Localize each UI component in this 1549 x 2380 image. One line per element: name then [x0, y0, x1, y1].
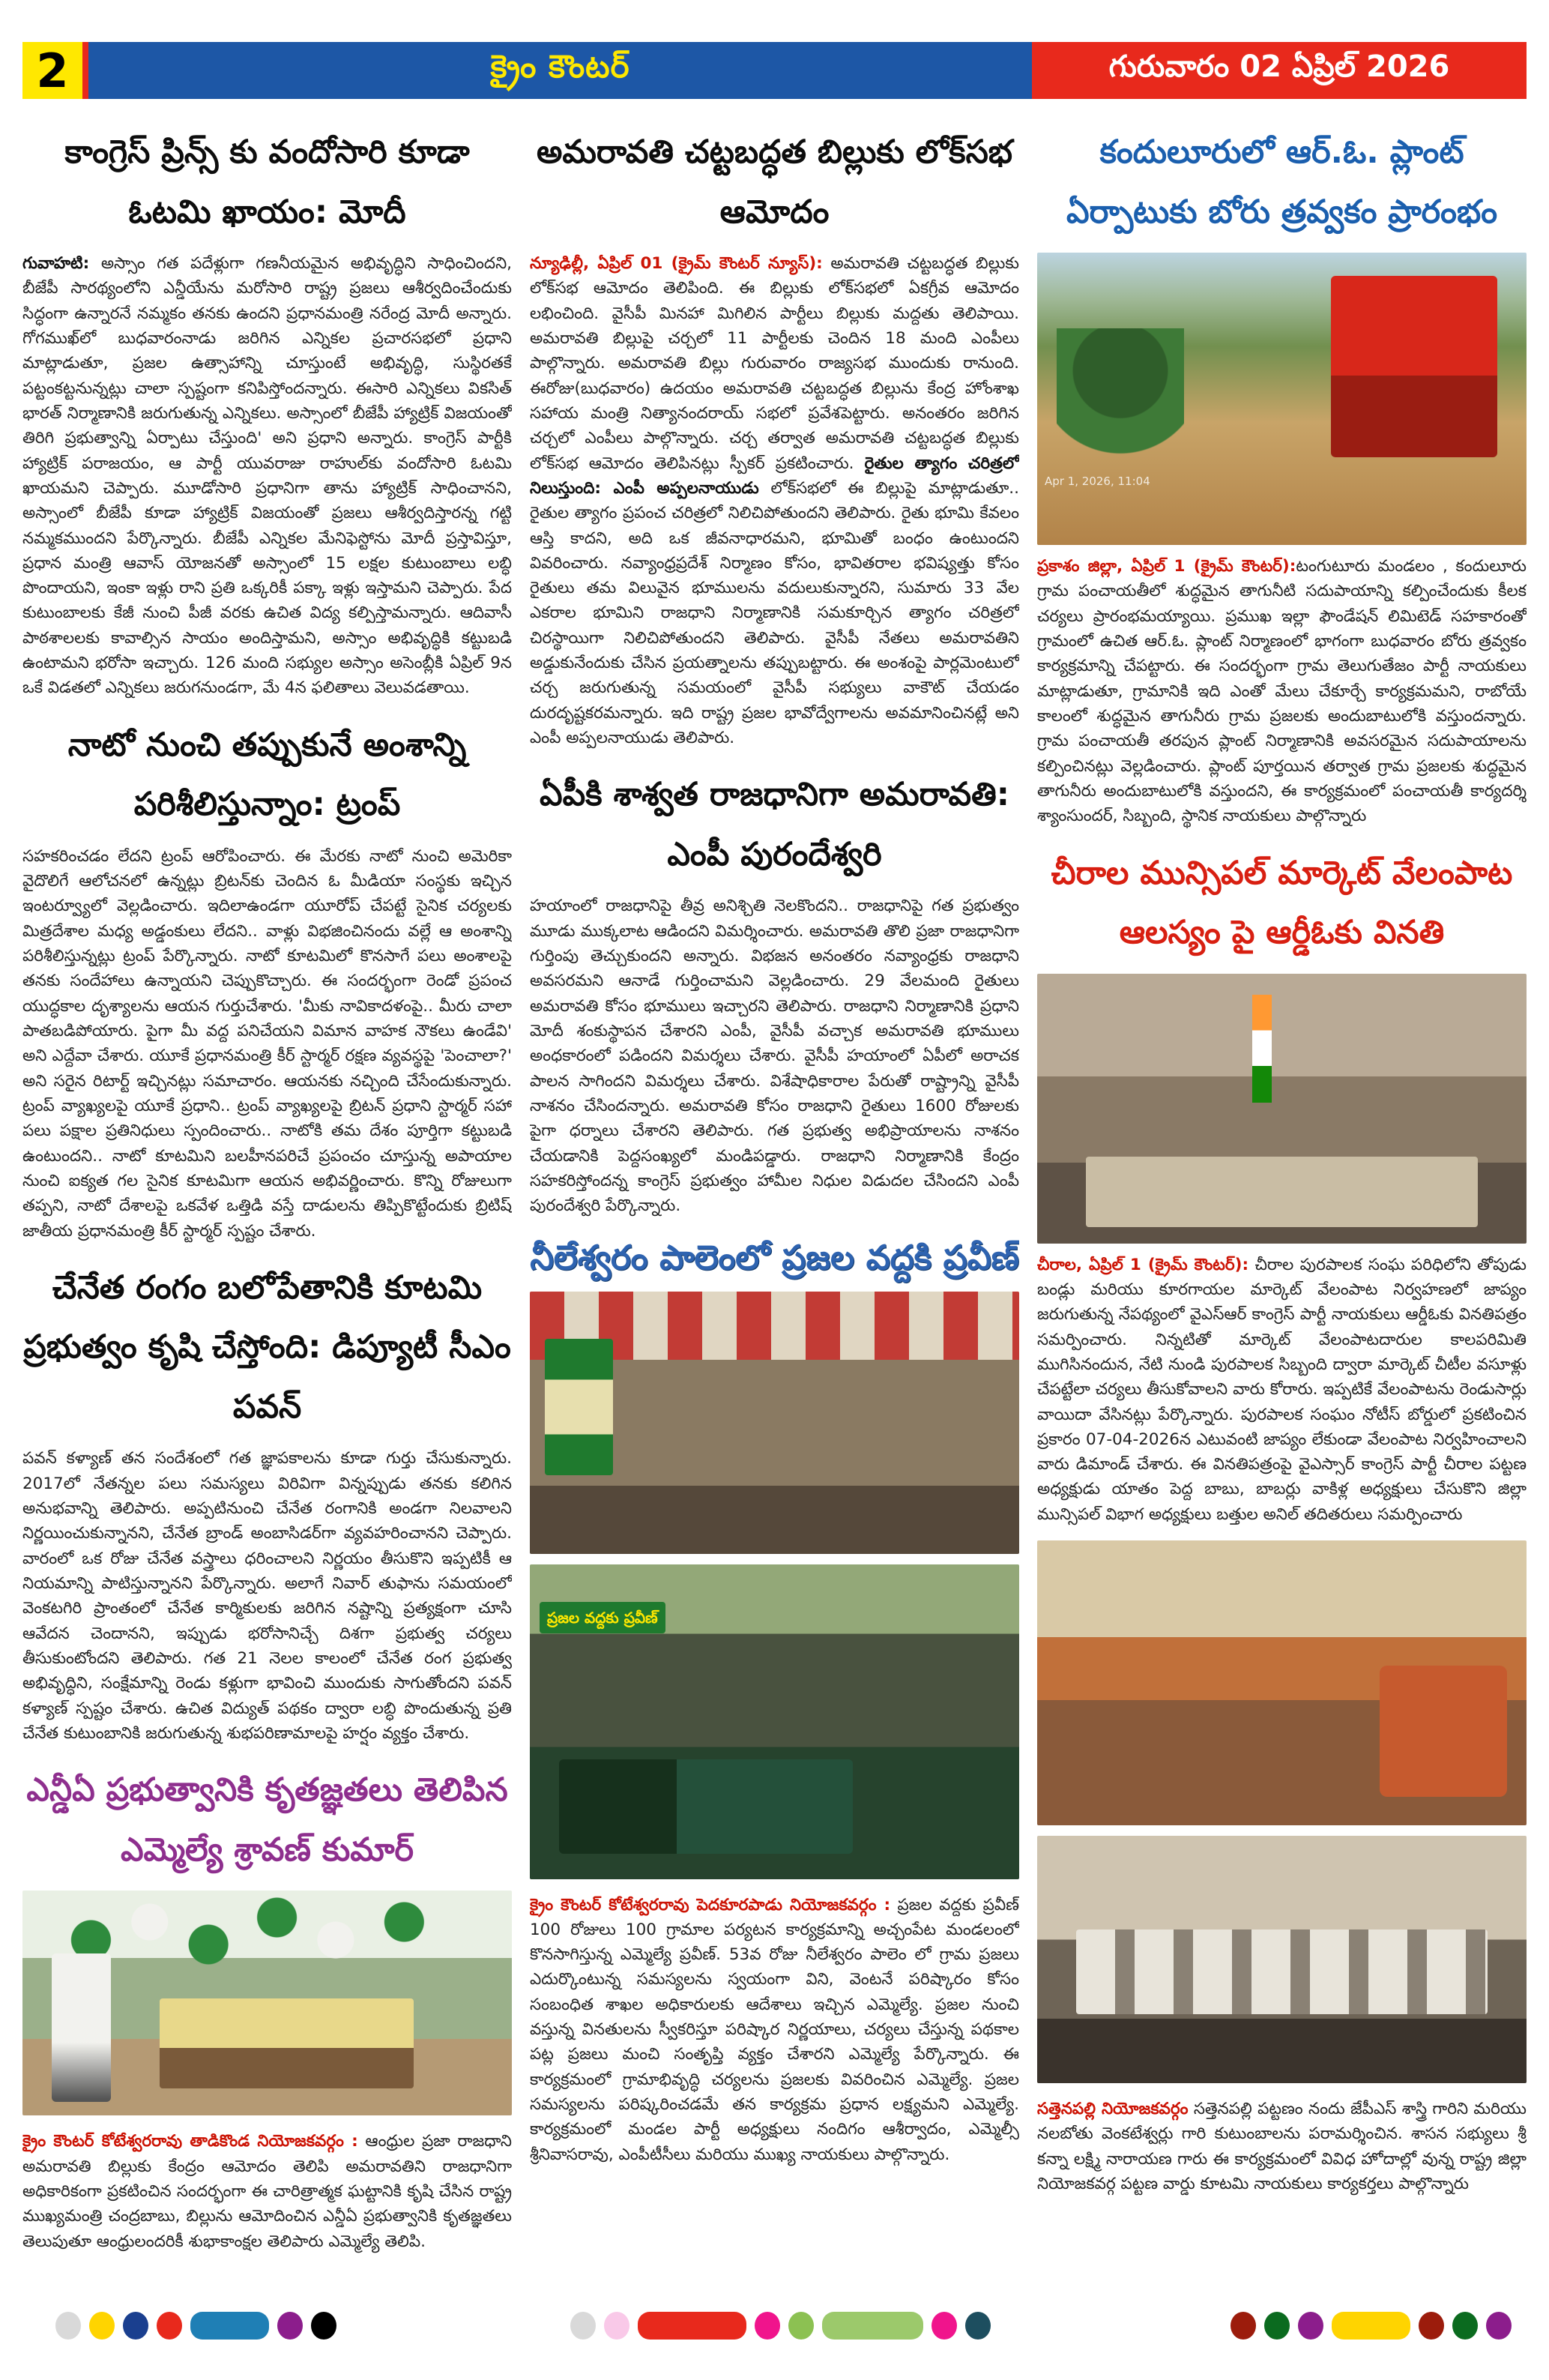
- page-header: [22, 42, 1527, 99]
- footer-dot: [604, 2312, 629, 2340]
- footer-dot: [1419, 2312, 1444, 2340]
- footer-dot: [1298, 2312, 1323, 2340]
- headline-chirala-market-auction: చీరాల మున్సిపల్ మార్కెట్ వేలంపాట ఆలస్యం పై ఆర్డీఓకు వినతి: [1051, 854, 1513, 952]
- footer-dot: [123, 2312, 148, 2340]
- caption-lead-tadikonda: క్రైం కౌంటర్ కోటేశ్వరరావు తాడికొండ నియోజకవర్గం :: [22, 2132, 358, 2151]
- footer-dot: [55, 2312, 81, 2340]
- headline-purandeswari: ఏపీకి శాశ్వత రాజధానిగా అమరావతి: ఎంపీ పురందేశ్వరి: [540, 776, 1009, 873]
- footer-dot: [788, 2312, 814, 2340]
- footer-dot: [822, 2312, 923, 2340]
- footer-dot: [1264, 2312, 1290, 2340]
- headline-mla-sravan-kumar: ఎన్డీఏ ప్రభుత్వానికి కృతజ్ఞతలు తెలిపిన ఎమ్మెల్యే శ్రావణ్ కుమార్: [26, 1771, 508, 1869]
- article-body-ro-plant: ప్రకాశం జిల్లా, ఏప్రిల్ 1 (క్రైమ్ కౌంటర్):టంగుటూరు మండలం , కందులూరు గ్రామ పంచాయతీలో శుద్ధమైన తాగునీటి సదుపాయాన్ని కల్పించేందుకు కీలక చర్యలు ప్రారంభమయ్యాయి. ప్రముఖ ఇల్లా ఫౌండేషన్ లిమిటెడ్ సహకారంతో గ్రామంలో ఉచిత ఆర్.ఓ. ప్లాంట్ నిర్మాణంలో భాగంగా బుధవారం బోరు త్రవ్వకం కార్యక్రమాన్ని చేపట్టారు. ఈ సందర్భంగా గ్రామ తెలుగుతేజం పార్టీ నాయకులు మాట్లాడుతూ, గ్రామానికి ఇది ఎంతో మేలు చేకూర్చే కార్యక్రమమని, రాబోయే కాలంలో శుద్ధమైన తాగునీరు గ్రామ ప్రజలకు అందుబాటులోకి వస్తుందన్నారు. గ్రామ పంచాయతీ తరపున ప్లాంట్ నిర్మాణానికి అవసరమైన సదుపాయాలను కల్పించినట్లు వెల్లడించారు. ప్లాంట్ పూర్తయిన తర్వాత గ్రామ ప్రజలకు శుద్ధమైన తాగునీరు అందుబాటులోకి వస్తుందని, ఈ కార్యక్రమంలో పంచాయతీ కార్యదర్శి శ్యాంసుందర్, సిబ్బంది, స్థానిక నాయకులు పాల్గొన్నారు: [1037, 557, 1527, 826]
- photo-borewell-truck: [1037, 253, 1527, 545]
- footer-dots-group-1: [55, 2311, 336, 2340]
- dateline-guwahati: గువాహటి:: [22, 254, 90, 274]
- footer-dots-row: [0, 2311, 1549, 2341]
- footer-dot: [638, 2312, 746, 2340]
- caption-lead-sattenapalli: సత్తెనపల్లి నియోజకవర్గం: [1037, 2100, 1189, 2119]
- footer-dot: [931, 2312, 957, 2340]
- footer-dot: [190, 2312, 269, 2340]
- footer-dot: [755, 2312, 780, 2340]
- photo-praveen-table-meeting: [530, 1564, 1019, 1879]
- caption-sattenapalli: సత్తెనపల్లి నియోజకవర్గం సత్తెనపల్లి పట్టణం నందు జేపీఎస్ శాస్త్రి గారిని మరియు నలబోతు వెంకటేశ్వర్లు గారి కుటుంబాలను పరామర్శించిన. శాసన సభ్యులు శ్రీ కన్నా లక్ష్మి నారాయణ గారు ఈ కార్యక్రమంలో వివిధ హోదాల్లో వున్న రాష్ట్ర జిల్లా నియోజకవర్గ పట్టణ వార్డు కూటమి నాయకులు కార్యకర్తలు పాల్గొన్నారు: [1037, 2100, 1527, 2193]
- footer-dot: [1486, 2312, 1512, 2340]
- footer-dots-group-2: [570, 2311, 991, 2340]
- article-body-purandeswari: హయాంలో రాజధానిపై తీవ్ర అనిశ్చితి నెలకొందని.. రాజధానిపై గత ప్రభుత్వం మూడు ముక్కలాట ఆడిందని విమర్శించారు. అమరావతి తొలి ప్రజా రాజధానిగా గుర్తింపు తెచ్చుకుందని అన్నారు. విభజన అనంతరం నవ్యాంధ్రకు రాజధాని అవసరమని ఆనాడే గుర్తించామని వెల్లడించారు. 29 వేలమంది రైతులు అమరావతి కోసం భూములు ఇచ్చారని తెలిపారు. రాజధాని నిర్మాణానికి ప్రధాని మోదీ శంకుస్థాపన చేశారని ఎంపీ, వైసీపీ వచ్చాక అమరావతి భూములు అంధకారంలో పడిందని విమర్శలు చేశారు. వైసీపీ హయాంలో ఏపీలో అరాచక పాలన సాగిందని విమర్శలు చేశారు. విశేషాధికారాల పేరుతో రాష్ట్రాన్ని వైసీపీ నాశనం చేసిందన్నారు. అమరావతి కోసం రాజధాని రైతులు 1600 రోజులకు పైగా ధర్నాలు చేశారని తెలిపారు. గత ప్రభుత్వ అభిప్రాయాలను నాశనం చేయడానికి పెద్దసంఖ్యలో మండిపడ్డారు. రాజధాని నిర్మాణానికి కేంద్రం సహకరిస్తోందన్న కాంగ్రెస్ ప్రభుత్వం హామీల నిధుల విడుదల చేసిందని ఎంపీ పురందేశ్వరి పేర్కొన్నారు.: [530, 897, 1019, 1216]
- caption-pedakurapadu: క్రైం కౌంటర్ కోటేశ్వరరావు పెదకూరపాడు నియోజకవర్గం : ప్రజల వద్దకు ప్రవీణ్ 100 రోజులు 100 గ్రామాల పర్యటన కార్యక్రమాన్ని అచ్చంపేట మండలంలో కొనసాగిస్తున్న ఎమ్మెల్యే ప్రవీణ్. 53వ రోజు నీలేశ్వరం పాలెం లో గ్రామ ప్రజలు ఎదుర్కొంటున్న సమస్యలను స్వయంగా విని, వెంటనే పరిష్కారం కోసం సంబంధిత శాఖల అధికారులకు ఆదేశాలు ఇచ్చిన ఎమ్మెల్యే. ప్రజల నుంచి వస్తున్న వినతులను స్వీకరిస్తూ పరిష్కార నిర్ణయాలు, చర్యలు చేస్తున్న పథకాల పట్ల ప్రజలు మంచి సంతృప్తి వ్యక్తం చేశారని ఎమ్మెల్యే పేర్కొన్నారు. ఈ కార్యక్రమంలో గ్రామాభివృద్ధి చర్యలను ప్రజలకు వివరించిన ఎమ్మెల్యే. ప్రజల సమస్యలను పరిష్కరించడమే తన కార్యక్రమ ప్రధాన లక్ష్యమని ఎమ్మెల్యే. కార్యక్రమంలో మండల పార్టీ అధ్యక్షులు నందిగం ఆశీర్వాదం, ఎమ్మెల్సీ శ్రీనివాసరావు, ఎంపీటీసీలు మరియు ముఖ్య నాయకులు పాల్గొన్నారు.: [530, 1895, 1019, 2164]
- columns-area: [22, 118, 1527, 2301]
- photo-family-visit-group: [1037, 1836, 1527, 2083]
- header-divider: [82, 42, 88, 99]
- footer-dot: [277, 2312, 303, 2340]
- masthead-title: క్రైం కౌంటర్: [88, 42, 1032, 99]
- footer-dot: [89, 2312, 115, 2340]
- footer-dot: [1332, 2312, 1410, 2340]
- headline-pawan-handloom: చేనేత రంగం బలోపేతానికి కూటమి ప్రభుత్వం కృషి చేస్తోంది: డిప్యూటీ సీఎం పవన్: [23, 1268, 511, 1426]
- article-body-trump: సహకరించడం లేదని ట్రంప్ ఆరోపించారు. ఈ మేరకు నాటో నుంచి అమెరికా వైదొలిగే ఆలోచనలో ఉన్నట్లు బ్రిటన్‌కు చెందిన ఓ మీడియా సంస్థకు ఇచ్చిన ఇంటర్వ్యూలో వెల్లడించారు. ఇదిలాఉండగా యూరోప్ చేపట్టే సైనిక చర్యలకు మిత్రదేశాల మధ్య అడ్డంకులు లేదని.. వాళ్లు విభజించినందు వల్లే ఆ అంశాన్ని పరిశీలిస్తున్నట్లు ట్రంప్ పేర్కొన్నారు. నాటో కూటమిలో కొనసాగే పలు అంశాలపై తనకు సందేహాలు ఉన్నాయని చెప్పుకొచ్చారు. ఈ సందర్భంగా రెండో ప్రపంచ యుద్ధకాల దృశ్యాలను ఆయన గుర్తుచేశారు. 'మీకు నావికాదళంపై.. మీరు చాలా పాతబడిపోయారు. పైగా మీ వద్ద పనిచేయని విమాన వాహక నౌకలు ఉండేవి' అని ఎద్దేవా చేశారు. యూకే ప్రధానమంత్రి కీర్ స్టార్మర్ రక్షణ వ్యవస్థపై 'పెంచాలా?' అని సరైన రిటార్ట్ ఇచ్చినట్లు సమాచారం. ఆయనకు నచ్చింది చేసేందుకున్నారు. ట్రంప్ వ్యాఖ్యలపై యూకే ప్రధాని.. ట్రంప్ వ్యాఖ్యలపై బ్రిటన్ ప్రధాని స్టార్మర్ సహా పలు పక్షాల ప్రతినిధులు స్పందించారు.. నాటోకి తమ దేశం పూర్తిగా కట్టుబడి ఉంటుందని.. నాటో కూటమిని బలహీనపరిచే ప్రపంచం చూస్తున్న అపాయాల నుంచి ఐక్యత గల సైనిక కూటమిగా ఆయన అభివర్ణించారు. కొన్ని రోజులుగా తప్పని, నాటో దేశాలపై ఒకవేళ ఒత్తిడి వస్తే దాడులను తిప్పికొట్టేందుకు బ్రిటిష్ జాతీయ ప్రధానమంత్రి కీర్ స్టార్మర్ స్పష్టం చేశారు.: [22, 846, 512, 1241]
- footer-dot: [157, 2312, 182, 2340]
- footer-dot: [570, 2312, 596, 2340]
- headline-trump-nato: నాటో నుంచి తప్పుకునే అంశాన్ని పరిశీలిస్తున్నాం: ట్రంప్: [67, 726, 467, 824]
- edition-date: గురువారం 02 ఏప్రిల్ 2026: [1032, 42, 1527, 99]
- headline-ro-plant-borewell: కందులూరులో ఆర్.ఓ. ప్లాంట్ ఏర్పాటుకు బోరు త్రవ్వకం ప్రారంభం: [1066, 133, 1498, 231]
- photo-timestamp: Apr 1, 2026, 11:04: [1045, 475, 1150, 489]
- article-body-modi: గువాహటి: అస్సాం గత పదేళ్లుగా గణనీయమైన అభివృద్ధిని సాధించిందని, బీజేపీ సారథ్యంలోని ఎన్డీయేను మరోసారి రాష్ట్ర ప్రజలు ఆశీర్వదించేందుకు సిద్ధంగా ఉన్నారనే నమ్మకం తనకు ఉందని ప్రధానమంత్రి నరేంద్ర మోదీ అన్నారు. గోగముఖ్‌లో బుధవారంనాడు జరిగిన ఎన్నికల ప్రచారసభలో ప్రధాని మాట్లాడుతూ, ప్రజల ఉత్సాహాన్ని చూస్తుంటే అభివృద్ధి, సుస్థిరతకే పట్టంకట్టనున్నట్లు చాలా స్పష్టంగా కనిపిస్తోందన్నారు. ఈసారి ఎన్నికలు వికసిత్ భారత్ నిర్మాణానికి జరుగుతున్న ఎన్నికలు. అస్సాంలో బీజేపీ హ్యాట్రిక్ విజయంతో తిరిగి ప్రభుత్వాన్ని ఏర్పాటు చేస్తుంది' అని ప్రధాని అన్నారు. కాంగ్రెస్ పార్టీకి హ్యాట్రిక్ పరాజయం, ఆ పార్టీ యువరాజు రాహుల్‌కు వందోసారి ఓటమి ఖాయమని చెప్పారు. మూడోసారి ప్రధానిగా తాను హ్యాట్రిక్ సాధించానని, అస్సాంలో బీజేపీ కూడా హ్యాట్రిక్ విజయంతో ప్రజలు ఆశీర్వదిస్తారన్న గట్టి నమ్మకముందని పేర్కొన్నారు. బీజేపీ ఎన్నికల మేనిఫెస్టోను మోదీ ప్రస్తావిస్తూ, ప్రధాన మంత్రి ఆవాస్ యోజనతో అస్సాంలో 15 లక్షల కుటుంబాలు లబ్ధి పొందాయని, ఇంకా ఇళ్లు రాని ప్రతి ఒక్కరికీ పక్కా ఇళ్లు ఇస్తామని చెప్పారు. పేద కుటుంబాలకు కేజీ నుంచి పీజీ వరకు ఉచిత విద్య కల్పిస్తామన్నారు. ఆదివాసీ పాఠశాలలకు కావాల్సిన సాయం అందిస్తామని, అస్సాం అభివృద్ధికి కట్టుబడి ఉంటామని భరోసా ఇచ్చారు. 126 మంది సభ్యుల అస్సాం అసెంబ్లీకి ఏప్రిల్ 9న ఒకే విడతలో ఎన్నికలు జరుగనుండగా, మే 4న ఫలితాలు వెలువడతాయి.: [22, 254, 512, 698]
- dateline-newdelhi: న్యూఢిల్లీ, ఏప్రిల్ 01 (క్రైమ్ కౌంటర్ న్యూస్):: [530, 254, 823, 274]
- caption-tadikonda: క్రైం కౌంటర్ కోటేశ్వరరావు తాడికొండ నియోజకవర్గం : ఆంధ్రుల ప్రజా రాజధాని అమరావతి బిల్లుకు కేంద్రం ఆమోదం తెలిపి అమరావతిని రాజధానిగా అధికారికంగా ప్రకటించిన సందర్భంగా ఈ చారిత్రాత్మక ఘట్టానికి కృషి చేసిన రాష్ట్ర ముఖ్యమంత్రి చంద్రబాబు, బిల్లును ఆమోదించిన ఎన్డీఏ ప్రభుత్వానికి కృతజ్ఞతలు తెలుపుతూ ఆంధ్రులందరికీ శుభాకాంక్షల తెలిపారు ఎమ్మెల్యే తెలిపి.: [22, 2132, 512, 2251]
- footer-dots-group-3: [1231, 2311, 1512, 2340]
- photo-rdo-office-petition: [1037, 974, 1527, 1244]
- headline-modi-congress: కాంగ్రెస్ ప్రిన్స్ కు వందోసారి కూడా ఓటమి ఖాయం: మోదీ: [64, 133, 470, 231]
- photo-tent-meeting: [530, 1292, 1019, 1554]
- footer-dot: [1452, 2312, 1478, 2340]
- photo-balloons-tribute: [22, 1891, 512, 2115]
- caption-lead-pedakurapadu: క్రైం కౌంటర్ కోటేశ్వరరావు పెదకూరపాడు నియోజకవర్గం :: [530, 1895, 891, 1914]
- article-body-pawan: పవన్ కళ్యాణ్ తన సందేశంలో గత జ్ఞాపకాలను కూడా గుర్తు చేసుకున్నారు. 2017లో నేతన్నల పలు సమస్యలు విరివిగా విన్నప్పుడు తనకు కలిగిన అనుభవాన్ని తెలిపారు. అప్పటినుంచి చేనేత రంగానికి అండగా నిలవాలని నిర్ణయించుకున్నానని, చేనేత బ్రాండ్ అంబాసిడర్‌గా వ్యవహరించానని చెప్పారు. వారంలో ఒక రోజు చేనేత వస్త్రాలు ధరించాలని నిర్ణయం తీసుకొని ఇప్పటికీ ఆ నియమాన్ని పాటిస్తున్నానని పేర్కొన్నారు. అలాగే నివార్ తుఫాను సమయంలో వెంకటగిరి ప్రాంతంలో చేనేత కార్మికులకు జరిగిన నష్టాన్ని ప్రత్యక్షంగా చూసి ఆవేదన చెందానని, ఇప్పుడు భరోసానిచ్చే దిశగా ప్రభుత్వ చర్యలు తీసుకుంటోందని తెలిపారు. గత 21 నెలల కాలంలో చేనేత రంగ ప్రభుత్వ అభివృద్ధిని, సంక్షేమాన్ని రెండు కళ్లుగా భావించి ముందుకు సాగుతోందని పవన్ కళ్యాణ్ స్పష్టం చేశారు. ఉచిత విద్యుత్ పథకం ద్వారా లబ్ధి పొందుతున్న ప్రతి చేనేత కుటుంబానికి జరుగుతున్న శుభపరిణామాలపై హర్షం వ్యక్తం చేశారు.: [22, 1449, 512, 1743]
- headline-amaravati-bill: అమరావతి చట్టబద్ధత బిల్లుకు లోక్‌సభ ఆమోదం: [536, 133, 1013, 231]
- column-2: [530, 118, 1019, 2301]
- photo-family-visit-room: [1037, 1540, 1527, 1825]
- footer-dot: [965, 2312, 991, 2340]
- banner-praveen-program: ప్రజల వద్దకు ప్రవీణ్: [540, 1602, 665, 1633]
- dateline-chirala: చీరాల, ఏప్రిల్ 1 (క్రైమ్ కౌంటర్):: [1037, 1255, 1249, 1274]
- column-3: [1037, 118, 1527, 2301]
- article-body-chirala: చీరాల, ఏప్రిల్ 1 (క్రైమ్ కౌంటర్): చీరాల పురపాలక సంఘ పరిధిలోని తోపుడు బండ్లు మరియు కూరగాయల మార్కెట్ వేలంపాట నిర్వహణలో జాప్యం జరుగుతున్న నేపథ్యంలో వైఎస్ఆర్ కాంగ్రెస్ పార్టీ నాయకులు ఆర్డీఓకు వినతిపత్రం సమర్పించారు. నిన్నటితో మార్కెట్ వేలంపాటదారుల కాలపరిమితి ముగిసినందున, నేటి నుండి పురపాలక సిబ్బంది ద్వారా మార్కెట్ చీటీల వసూళ్లు చేపట్టేలా చర్యలు తీసుకోవాలని వారు కోరారు. ఇప్పటికే వేలంపాటను రెండుసార్లు వాయిదా వేసినట్లు పేర్కొన్నారు. పురపాలక సంఘం నోటీస్ బోర్డులో ప్రకటించిన ప్రకారం 07-04-2026న ఎటువంటి జాప్యం లేకుండా వేలంపాట నిర్వహించాలని వారు డిమాండ్ చేశారు. ఈ వినతిపత్రంపై వైఎస్సార్ కాంగ్రెస్ పార్టీ చీరాల పట్టణ అధ్యక్షుడు యాతం పెద్ద బాబు, బాబర్లు వాకిళ్ల అధ్యక్షులు చేసుకొని జిల్లా మున్సిపల్ విభాగ అధ్యక్షులు బత్తుల అనిల్ తదితరులు సమర్పించారు: [1037, 1255, 1527, 1524]
- page-number: 2: [22, 42, 82, 99]
- footer-dot: [1231, 2312, 1256, 2340]
- column-1: [22, 118, 512, 2301]
- headline-praveen-outreach: నీలేశ్వరం పాలెంలో ప్రజల వద్దకి ప్రవీణ్: [530, 1237, 1019, 1277]
- dateline-prakasam: ప్రకాశం జిల్లా, ఏప్రిల్ 1 (క్రైమ్ కౌంటర్):: [1037, 557, 1296, 576]
- subhead-appalanaidu: రైతుల త్యాగం చరిత్రలో నిలుస్తుంది: ఎంపీ అప్పలనాయుడు: [530, 454, 1019, 498]
- article-body-amaravati-bill: న్యూఢిల్లీ, ఏప్రిల్ 01 (క్రైమ్ కౌంటర్ న్యూస్): అమరావతి చట్టబద్ధత బిల్లుకు లోక్‌సభ ఆమోదం తెలిపింది. ఈ బిల్లుకు లోక్‌సభలో ఏకగ్రీవ ఆమోదం లభించింది. వైసీపీ మినహా మిగిలిన పార్టీలు బిల్లుకు మద్దతు తెలిపాయి. అమరావతి బిల్లుపై చర్చలో 11 పార్టీలకు చెందిన 18 మంది ఎంపీలు పాల్గొన్నారు. అమరావతి బిల్లు గురువారం రాజ్యసభ ముందుకు రానుంది. ఈరోజు(బుధవారం) ఉదయం అమరావతి చట్టబద్ధత బిల్లును కేంద్ర హోంశాఖ సహాయ మంత్రి నిత్యానందరాయ్ సభలో ప్రవేశపెట్టారు. అనంతరం జరిగిన చర్చలో ఎంపీలు పాల్గొన్నారు. చర్చ తర్వాత అమరావతి చట్టబద్ధత బిల్లుకు లోక్‌సభ ఆమోదం తెలిపినట్లు స్పీకర్ ప్రకటించారు. రైతుల త్యాగం చరిత్రలో నిలుస్తుంది: ఎంపీ అప్పలనాయుడు లోక్‌సభలో ఈ బిల్లుపై మాట్లాడుతూ.. రైతుల త్యాగం ప్రపంచ చరిత్రలో నిలిచిపోతుందని తెలిపారు. రైతు భూమి కేవలం ఆస్తి కాదని, అది ఒక జీవనాధారమని, భూమితో బంధం ఉంటుందని వివరించారు. నవ్యాంధ్రప్రదేశ్ నిర్మాణం కోసం, భావితరాల భవిష్యత్తు కోసం రైతులు తమ విలువైన భూములను వదులుకున్నారని, సుమారు 33 వేల ఎకరాల భూమిని రాజధాని నిర్మాణానికి సమకూర్చిన త్యాగం చరిత్రలో చిరస్థాయిగా నిలిచిపోతుందని తెలిపారు. వైసీపీ నేతలు అమరావతిని అడ్డుకునేందుకు చేసిన ప్రయత్నాలను తప్పుబట్టారు. ఈ అంశంపై పార్లమెంటులో చర్చ జరుగుతున్న సమయంలో వైసీపీ సభ్యులు వాకౌట్ చేయడం దురదృష్టకరమన్నారు. ఇది రాష్ట్ర ప్రజల భావోద్వేగాలను అవమానించినట్లే అని ఎంపీ అప్పలనాయుడు తెలిపారు.: [530, 254, 1019, 748]
- footer-dot: [311, 2312, 336, 2340]
